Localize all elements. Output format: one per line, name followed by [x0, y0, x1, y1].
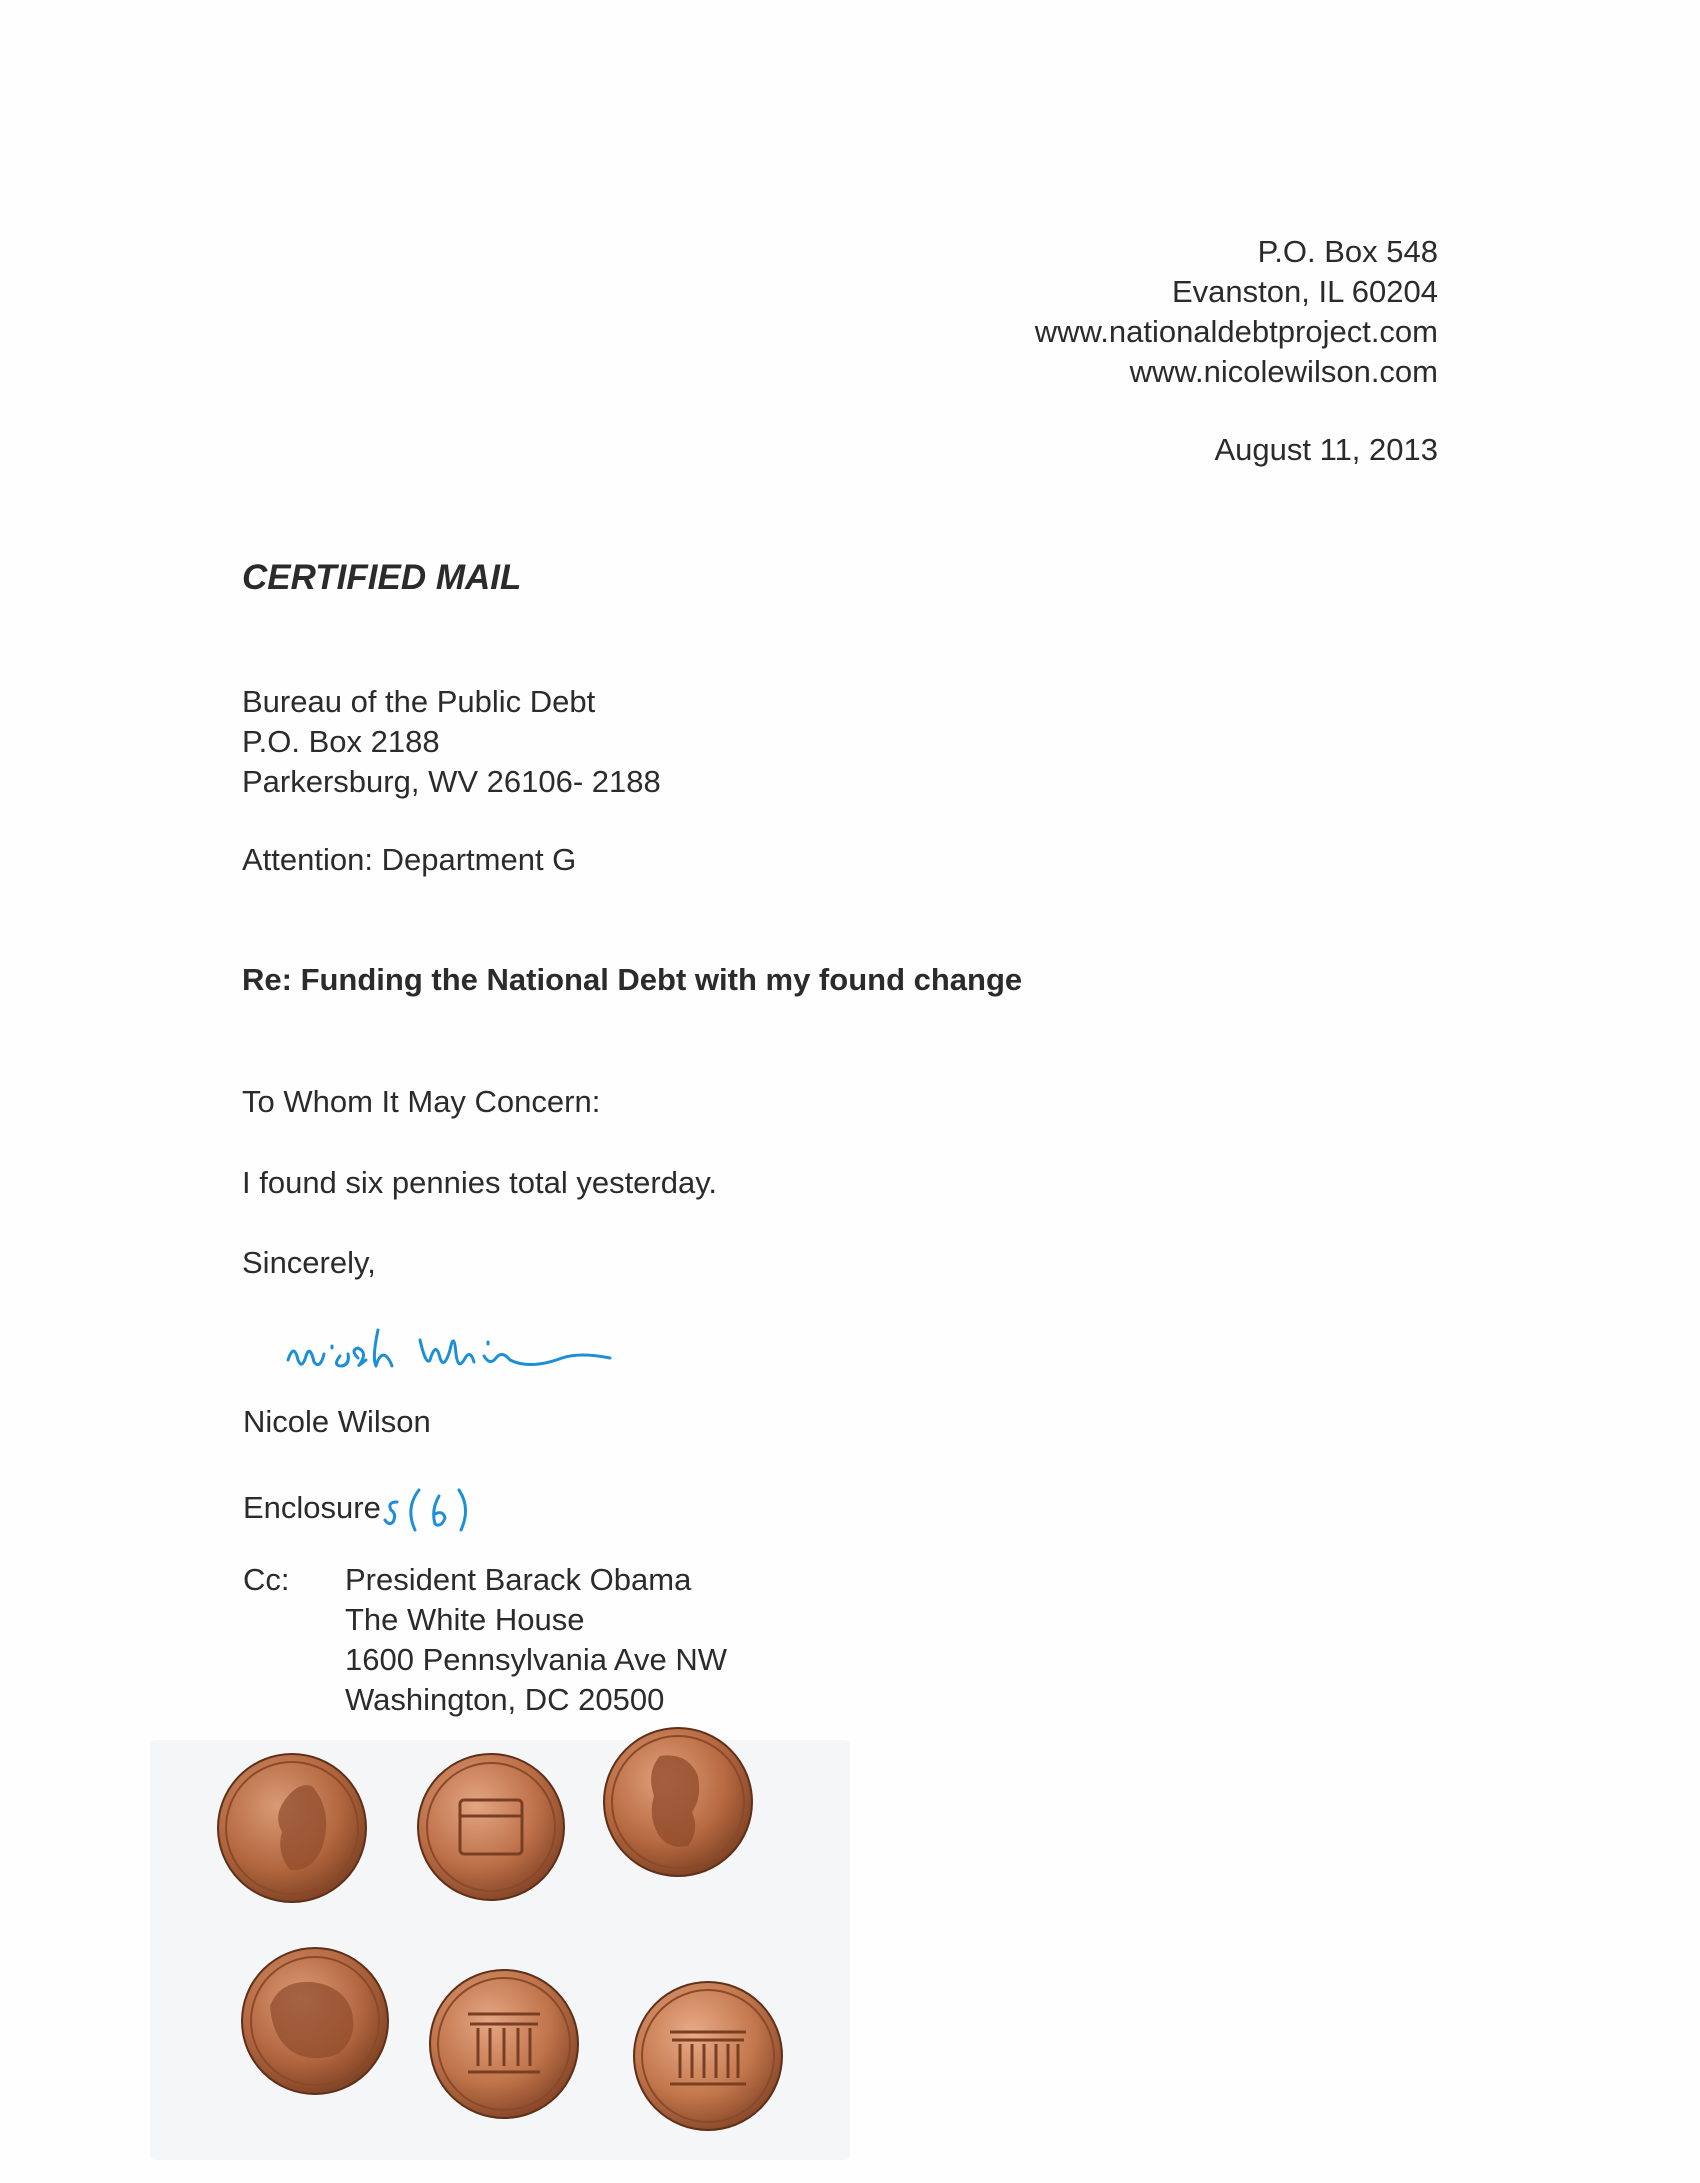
- letter-date: August 11, 2013: [1214, 432, 1438, 467]
- recipient-line: Bureau of the Public Debt: [242, 684, 596, 719]
- sender-line: www.nationaldebtproject.com: [1034, 314, 1438, 349]
- cc-line: Washington, DC 20500: [345, 1682, 665, 1717]
- carbon-copy-block: [243, 1560, 727, 1720]
- penny-coin: [428, 1968, 580, 2120]
- handwritten-signature: [280, 1300, 670, 1395]
- signer-name: Nicole Wilson: [243, 1404, 431, 1439]
- subject-line: Re: Funding the National Debt with my found change: [242, 962, 1023, 997]
- letter-body: I found six pennies total yesterday.: [242, 1165, 718, 1200]
- cc-line: The White House: [345, 1602, 585, 1637]
- penny-coin: [632, 1980, 784, 2132]
- cc-line: President Barack Obama: [345, 1562, 692, 1597]
- sender-line: P.O. Box 548: [1257, 234, 1438, 269]
- recipient-line: P.O. Box 2188: [242, 724, 440, 759]
- enclosure-label: Enclosure: [243, 1490, 381, 1525]
- handwritten-enclosure-count: [383, 1480, 479, 1536]
- sender-line: www.nicolewilson.com: [1129, 354, 1438, 389]
- enclosure-line: [243, 1480, 479, 1536]
- signature-icon: [280, 1300, 670, 1390]
- certified-mail-heading: CERTIFIED MAIL: [242, 558, 522, 597]
- recipient-address: [242, 682, 661, 802]
- closing: Sincerely,: [242, 1245, 376, 1280]
- recipient-line: Parkersburg, WV 26106- 2188: [242, 764, 661, 799]
- penny-coin: [240, 1946, 390, 2096]
- attention-line: Attention: Department G: [242, 842, 577, 877]
- cc-label: Cc:: [243, 1562, 290, 1597]
- sender-line: Evanston, IL 60204: [1172, 274, 1438, 309]
- cc-address: [345, 1560, 727, 1720]
- cc-line: 1600 Pennsylvania Ave NW: [345, 1642, 727, 1677]
- penny-coin: [416, 1752, 566, 1902]
- penny-coin: [602, 1726, 754, 1878]
- penny-coin: [216, 1752, 368, 1904]
- salutation: To Whom It May Concern:: [242, 1084, 601, 1119]
- sender-address: [1035, 232, 1438, 392]
